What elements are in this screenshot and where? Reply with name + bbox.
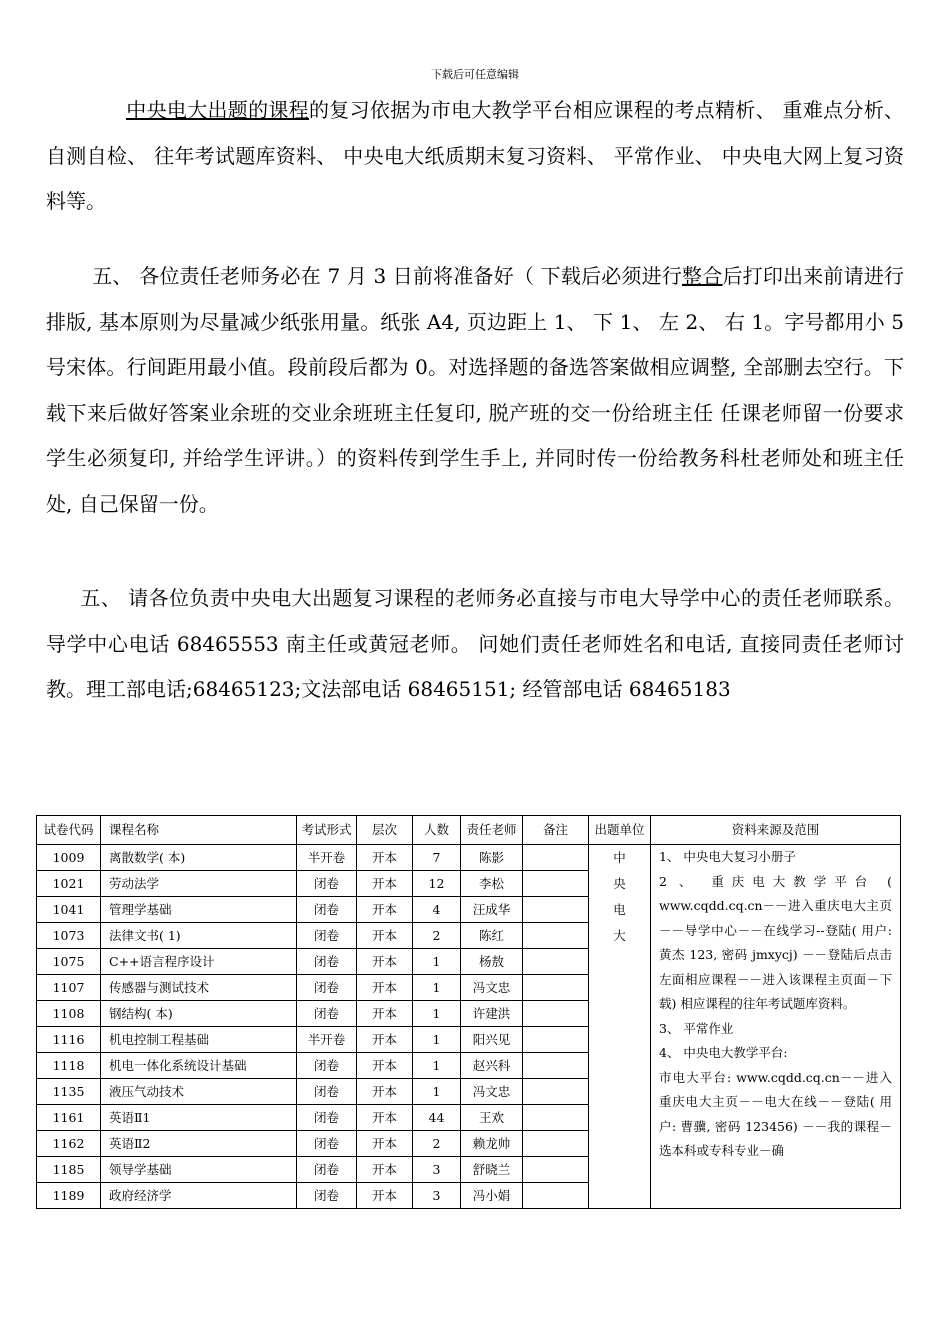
table-cell: 闭卷 [297,897,357,923]
note-cell [523,1027,589,1053]
note-cell [523,1183,589,1209]
table-cell: 王欢 [461,1105,523,1131]
header-cell: 人数 [413,816,461,845]
table-cell: 机电一体化系统设计基础 [101,1053,297,1079]
underlined-phrase: 中央电大出题的课程 [126,98,309,122]
table-cell: 1116 [37,1027,101,1053]
table-cell: 开本 [357,975,413,1001]
table-cell: 赵兴科 [461,1053,523,1079]
note-cell [523,1001,589,1027]
table-cell: 1162 [37,1131,101,1157]
note-cell [523,949,589,975]
table-cell: 1041 [37,897,101,923]
table-cell: 1 [413,1079,461,1105]
table-cell: 1075 [37,949,101,975]
table-cell: 开本 [357,897,413,923]
source-cell [651,845,901,1209]
source-item: 4、 中央电大教学平台: [659,1045,788,1060]
note-cell [523,975,589,1001]
table-cell: 英语Ⅱ2 [101,1131,297,1157]
paragraph-text: 的复习依据为市电大教学平台相应课程的考点精析、 重难点分析、 自测自检、 往年考试题库资料、 中央电大纸质期末复习资料、 平常作业、 中央电大网上复习资料等。 [46,98,905,213]
table-cell: 政府经济学 [101,1183,297,1209]
table-cell: 1161 [37,1105,101,1131]
table-cell: 机电控制工程基础 [101,1027,297,1053]
table-cell: 陈影 [461,845,523,871]
table-cell: 1073 [37,923,101,949]
table-cell: 开本 [357,1027,413,1053]
header-cell: 资料来源及范围 [651,816,901,845]
table-cell: 舒晓兰 [461,1157,523,1183]
table-cell: 闭卷 [297,871,357,897]
table-cell: 管理学基础 [101,897,297,923]
table-cell: 1108 [37,1001,101,1027]
table-row [37,845,901,871]
table-cell: 开本 [357,1001,413,1027]
table-cell: 闭卷 [297,1001,357,1027]
course-table [36,815,901,1209]
table-cell: 2 [413,923,461,949]
table-cell: 闭卷 [297,949,357,975]
issuing-unit-text: 中央电大 [613,850,626,943]
table-cell: 闭卷 [297,1053,357,1079]
table-cell: 开本 [357,845,413,871]
table-cell: 开本 [357,1053,413,1079]
header-cell: 出题单位 [589,816,651,845]
paragraph-text: 五、 请各位负责中央电大出题复习课程的老师务必直接与市电大导学中心的责任老师联系。导学中心电话 68465553 南主任或黄冠老师。 问她们责任老师姓名和电话, 直接同责任老师讨教。理工部电话;68465123;文法部电话 68465151; 经管部电话 68465183 [46,586,904,701]
table-cell: 半开卷 [297,845,357,871]
source-item: 1、 中央电大复习小册子 [659,849,796,864]
table-cell: 闭卷 [297,1105,357,1131]
table-cell: 开本 [357,923,413,949]
table-cell: 劳动法学 [101,871,297,897]
table-cell: 2 [413,1131,461,1157]
table-cell: 闭卷 [297,923,357,949]
table-cell: 1 [413,975,461,1001]
table-cell: 1189 [37,1183,101,1209]
underlined-word: 整合 [682,264,723,288]
table-cell: 闭卷 [297,1131,357,1157]
header-cell: 责任老师 [461,816,523,845]
note-cell [523,1079,589,1105]
table-cell: 开本 [357,871,413,897]
table-cell: 赖龙帅 [461,1131,523,1157]
source-item: 2 、 重庆电大教学平台 ( www.cqdd.cq.cn－－进入重庆电大主页－－导学中心－－在线学习--登陆( 用户: 黄杰 123, 密码 jmxycj) －－登陆后点击左面相应课程－－进入该课程主页面－下载) 相应课程的往年考试题库资料。 [659,873,892,1011]
table-cell: 1 [413,949,461,975]
note-cell [523,1053,589,1079]
table-cell: 开本 [357,1079,413,1105]
table-cell: 1185 [37,1157,101,1183]
table-cell: 半开卷 [297,1027,357,1053]
table-cell: 闭卷 [297,975,357,1001]
table-cell: 汪成华 [461,897,523,923]
note-cell [523,923,589,949]
paragraph-text: 后打印出来前请进行排版, 基本原则为尽量减少纸张用量。纸张 A4, 页边距上 1、 下 1、 左 2、 右 1。字号都用小 5 号宋体。行间距用最小值。段前段后都为 0。对选择题的备选答案做相应调整, 全部删去空行。下载下来后做好答案业余班的交业余班班主任复印, 脱产班的交一份给班主任 任课老师留一份要求学生必须复印, 并给学生评讲。）的资料传到学生手上, 并同时传一份给教务科杜老师处和班主任处, 自己保留一份。 [46,264,905,516]
table-cell: 1 [413,1001,461,1027]
table-cell: 1 [413,1053,461,1079]
table-cell: 1107 [37,975,101,1001]
table-cell: 开本 [357,1183,413,1209]
table-cell: 杨敖 [461,949,523,975]
table-cell: 1118 [37,1053,101,1079]
table-cell: 领导学基础 [101,1157,297,1183]
table-cell: 许建洪 [461,1001,523,1027]
header-cell: 课程名称 [101,816,297,845]
table-cell: 液压气动技术 [101,1079,297,1105]
paragraph-contact [46,576,904,713]
note-cell [523,897,589,923]
table-cell: 4 [413,897,461,923]
table-cell: 阳兴见 [461,1027,523,1053]
note-cell [523,1131,589,1157]
table-cell: 英语Ⅱ1 [101,1105,297,1131]
table-cell: 7 [413,845,461,871]
header-cell: 试卷代码 [37,816,101,845]
table-cell: 法律文书( 1) [101,923,297,949]
paragraph-review-basis [46,88,904,225]
header-cell: 层次 [357,816,413,845]
table-cell: 闭卷 [297,1079,357,1105]
note-cell [523,1157,589,1183]
table-cell: 44 [413,1105,461,1131]
source-item: 市电大平台: www.cqdd.cq.cn－－进入重庆电大主页－－电大在线－－登陆( 用户: 曹骥, 密码 123456) －－我的课程－选本科或专科专业－确 [659,1069,892,1158]
table-header-row [37,816,901,845]
table-cell: 传感器与测试技术 [101,975,297,1001]
paragraph-text: 五、 各位责任老师务必在 7 月 3 日前将准备好（ 下载后必须进行 [92,264,683,288]
table-cell: 冯文忠 [461,1079,523,1105]
source-item: 3、 平常作业 [659,1020,734,1036]
table-cell: 闭卷 [297,1157,357,1183]
table-cell: 离散数学( 本) [101,845,297,871]
table-cell: 开本 [357,949,413,975]
table-cell: 冯小娟 [461,1183,523,1209]
page-header: 下载后可任意编辑 [431,68,519,81]
issuing-unit-cell [589,845,651,1209]
table-cell: 1135 [37,1079,101,1105]
table-cell: 开本 [357,1157,413,1183]
table-cell: 闭卷 [297,1183,357,1209]
header-cell: 备注 [523,816,589,845]
table-cell: 李松 [461,871,523,897]
paragraph-deadline [46,254,904,527]
note-cell [523,845,589,871]
table-cell: 1009 [37,845,101,871]
table-cell: 1 [413,1027,461,1053]
table-cell: 开本 [357,1131,413,1157]
note-cell [523,871,589,897]
table-cell: 3 [413,1183,461,1209]
table-cell: 开本 [357,1105,413,1131]
table-cell: 钢结构( 本) [101,1001,297,1027]
table-cell: 12 [413,871,461,897]
table-cell: 陈红 [461,923,523,949]
table-cell: 3 [413,1157,461,1183]
table-cell: 冯文忠 [461,975,523,1001]
table-cell: C++语言程序设计 [101,949,297,975]
header-cell: 考试形式 [297,816,357,845]
note-cell [523,1105,589,1131]
table-cell: 1021 [37,871,101,897]
